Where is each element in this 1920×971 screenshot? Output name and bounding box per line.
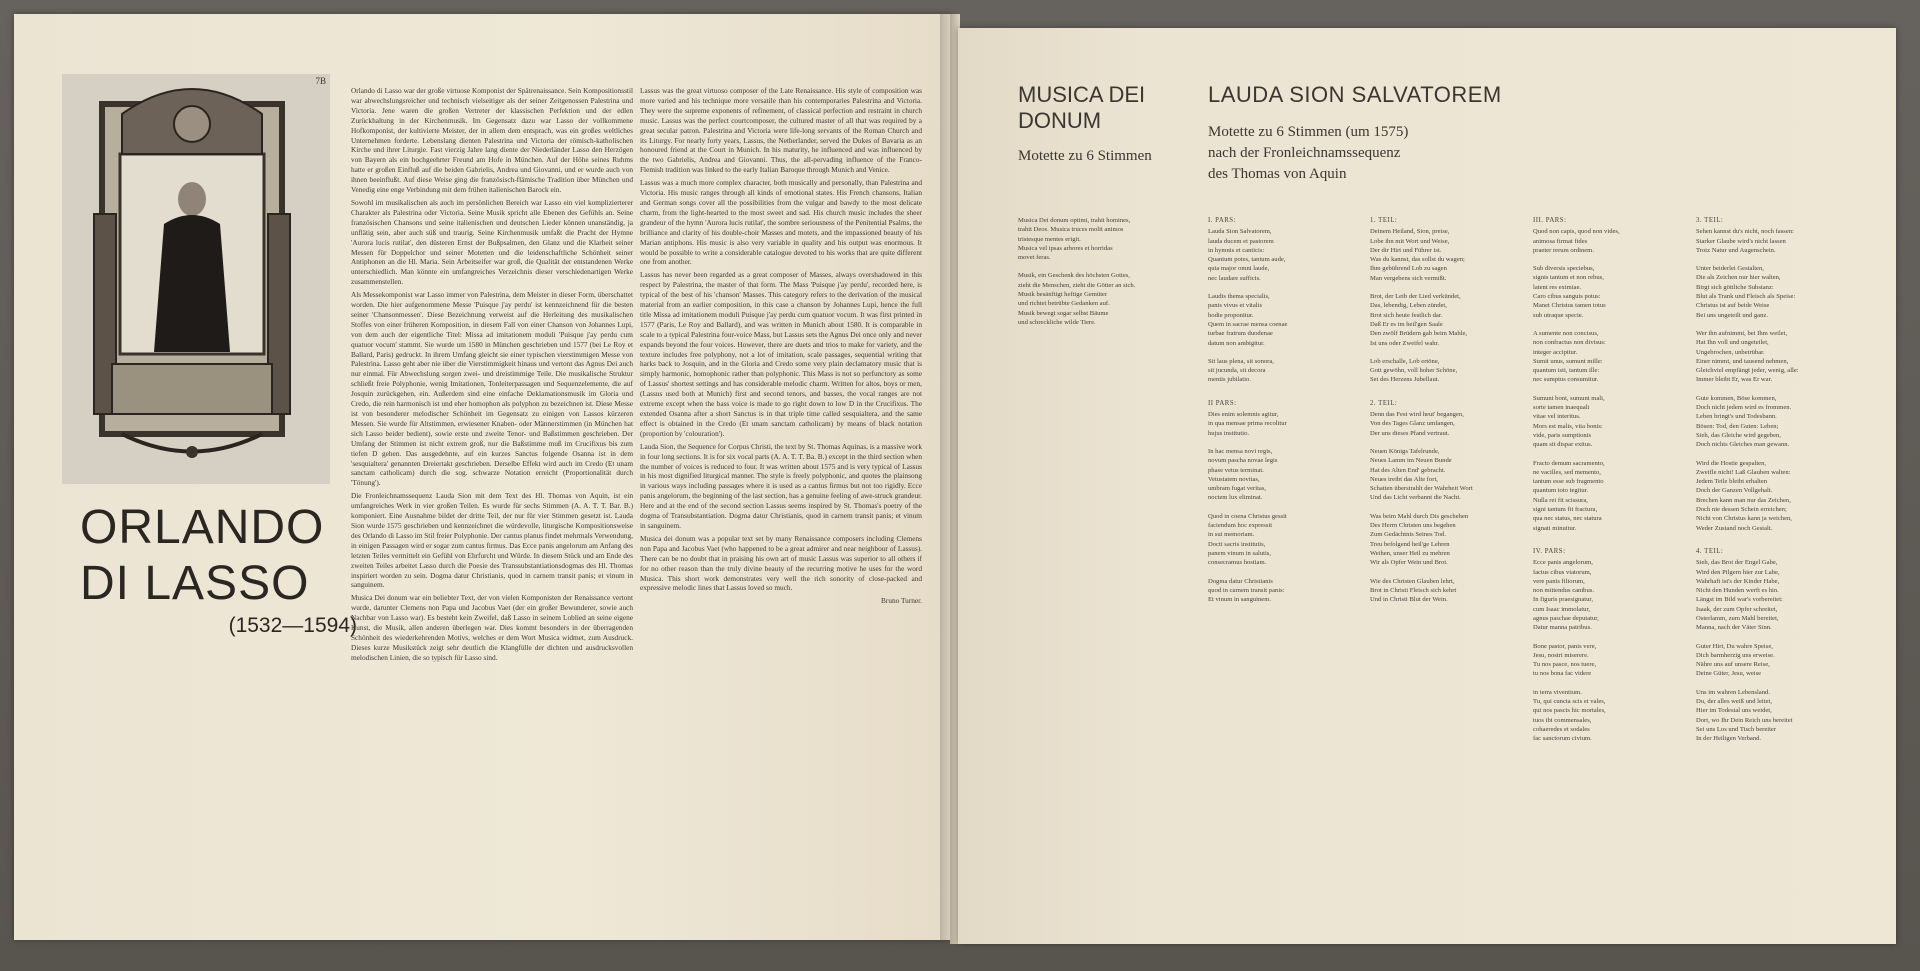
lyric-line: Brot in Christi Fleisch sich kehrt [1370,586,1457,594]
lyric-line: Sei des Herzens Jubellaut. [1370,376,1440,384]
lyric-line: Isaak, der zum Opfer schreitet, [1696,605,1778,613]
lyric-line: Das, lebendig, Leben zündet, [1370,302,1447,310]
english-liner-notes [640,86,922,821]
lyric-line: Brot, der Leib der Lied verkündet, [1370,293,1461,301]
musica-dei-donum-title: MUSICA DEI DONUM [1018,82,1146,133]
lyric-line: Starker Glaube wird's nicht lassen [1696,237,1786,245]
part-heading: 3. TEIL: [1696,217,1724,224]
lyric-line: Musica vel ipsas arbores et horridas [1018,244,1113,252]
musica-lyrics [1018,216,1193,327]
lyric-line: Nicht den Hunden werft es hin. [1696,587,1779,595]
lyric-line: turbae fratrum duodenae [1208,330,1273,338]
lyric-line: Die als Zeichen nur hier walten, [1696,274,1781,282]
lyric-line: Musik bewegt sogar selbst Bäume [1018,309,1109,317]
lyric-line: integer accipitur. [1533,348,1578,356]
lyric-line: Treu befolgend heil'ge Lehren [1370,540,1450,548]
lyric-line: Sumit unus, sumunt mille: [1533,357,1603,365]
lyric-line: datum non ambigitur. [1208,339,1265,347]
lyric-line: In der Heiligen Verband. [1696,735,1762,743]
lyric-line: Weihen, unser Heil zu mehren [1370,549,1450,557]
lyric-line: Fracto demum sacramento, [1533,459,1605,467]
lyric-line: cum Isaac immolatur, [1533,605,1591,613]
german-liner-notes [351,86,633,898]
musica-subtitle: Motette zu 6 Stimmen [1018,148,1152,164]
lyric-line: Mors est malis, vita bonis: [1533,422,1603,430]
lyric-line: Quod non capis, quod non vides, [1533,228,1620,236]
lyric-line: Dogma datur Christianis [1208,577,1273,585]
lyric-line: Doch nicht jedem wird es frommen. [1696,404,1792,412]
composer-name-line2: DI LASSO [80,557,310,610]
lyric-line: Sieh, das Brot der Engel Gabe, [1696,559,1778,567]
lyric-line: Birgt sich göttliche Substanz: [1696,283,1774,291]
lyric-line: Doch nichts Gleiches man gewann. [1696,441,1790,449]
lyric-line: Tu nos pasce, nos tuere, [1533,661,1597,669]
lyric-line: panem vinum in salutis, [1208,549,1272,557]
lyric-line: trahit Deos. Musica truces molit animos [1018,226,1124,234]
english-paragraph: Lassus has never been regarded as a great composer of Masses, always overshadowed in this respect by Palestrina, the master of that form. The Mass 'Puisque j'ay perdu', recorded here, is typical of the best of his 'chanson' Masses. This category refers to the derivation of the musical material from an earlier composition, in this case a chanson by Johannes Lupi, hence the full title Missa ad imitationem moduli Puisque j'ay perdu cum quatuor vocum. It was first printed in 1577 (Paris, Le Roy and Ballard), and was written in Munich about 1580. It is comparable in scale to a typical Palestrina four-voice Mass, but Lassus sets the Agnus Dei once only and never expands beyond the four voices. However, there are duets and trios to make for variety, and the texture includes free polyphony, not a lot of imitation, scale passages, sequential writing that harks back to Josquin, and in the Gloria and Credo some very plain declamatory music that is simply harmonic, homophonic rather than polyphonic. This Mass is not so perfunctory as some of Lassus' shortest settings and has considerable melodic charm. Written for altos, boys or men, (Lassus used both at Munich) first and second tenors, and basses, the vocal ranges are not extreme except when the bass voice is made to go right down to low D in the Crucifixus. The extended Osanna after a short Sanctus is in that triple time called sesquialtera, and the same effect is obtained in the Credo (Et unam sanctam catholicam) by means of black notation (proportion by 'colouration'). [640,270,922,438]
lyric-line: Vetustatem novitas, [1208,475,1260,483]
right-page [958,28,1896,944]
lyric-line: Nähre uns auf unsere Reise, [1696,661,1770,669]
lyric-line: Denn das Fest wird heut' begangen, [1370,411,1464,419]
english-paragraph: Lauda Sion, the Sequence for Corpus Christi, the text by St. Thomas Aquinas, is a massive work in four long sections. It is for six vocal parts (A. A. T. T. Ba. B.) except in the third section when the number of voices is reduced to four. It was written about 1575 and is very typical of Lassus in his most dignified liturgical manner. The style is freely polyphonic, and quotes the plainsong in various ways including passages where it is used as a cantus firmus but not too rigidly. Ecce panis angelorum, the beginning of the last section, has a genuine feeling of awe-struck grandeur. Here and at the end of the second section Lassus seems inspired by St. Thomas's poetry of the dogma of Transubstantiation. Dogma datur Christianis, quod in carnem transit panis; et vinum in sanguinem. [640,441,922,530]
lyric-line [1533,633,1688,642]
lyric-line: sorte tamen inaequali [1533,404,1590,412]
lyric-line: Wie des Christen Glauben lehrt, [1370,577,1455,585]
lyric-line: Unter beiderlei Gestalten, [1696,265,1764,273]
lyric-line [1533,255,1688,264]
german-paragraph: Die Fronleichnamssequenz Lauda Sion mit dem Text des Hl. Thomas von Aquin, ist ein umfangreiches Werk in vier großen Teilen. Es wurde für sechs Stimmen (A. A. T. T. Bar. B.) komponiert. Eine Ausnahme bildet der dritte Teil, der nur für vier Stimmen gesetzt ist. Lauda Sion wurde 1575 geschrieben und kennzeichnet die würdevolle, liturgische Kompositionsweise des Orlando di Lasso im Stil freier Polyphonie. Der cantus planus findet mehrmals Verwendung, in einigen Passagen wird er sogar zum cantus firmus. Das Ecce panis angelorum am Anfang des letzten Teiles vermittelt ein Gefühl von Ehrfurcht und Würde. In diesem Stück und am Ende des zweiten Teiles arbeitet Lasso durch die Poesie des Transsubstantiationsdogmas des Hl. Thomas inspiriert worden zu sein. Dogma datur Christianis, quod in carnem transit panis; et vinum in sanguinem. [351,491,633,590]
lyric-line: Tu, qui cuncta scis et vales, [1533,698,1606,706]
author-signature: Bruno Turner. [881,596,922,606]
lyric-line: quia major omni laude, [1208,265,1270,273]
lyric-line: hujus institutio. [1208,429,1250,437]
part-heading: 1. TEIL: [1370,217,1398,224]
lyric-line: Des Herrn Christen uns begehen [1370,522,1456,530]
lyric-line [1370,568,1545,577]
lyric-line: vere panis filiorum, [1533,577,1585,585]
lyric-line: factus cibus viatorum, [1533,568,1592,576]
lyric-line: Caro cibus sanguis potus: [1533,293,1601,301]
lyric-line: non confractus non divisus: [1533,339,1606,347]
lyric-line: vide, paris sumptionis [1533,431,1592,439]
lyric-line: Hat Ihn voll und ungeteilet, [1696,339,1769,347]
lyric-line: Deinem Heiland, Sion, preise, [1370,228,1450,236]
lyric-line [1208,348,1363,357]
lyric-line: Dort, wo Ihr Dein Reich uns bereitet [1696,716,1793,724]
lyric-line: Und das Licht verbannt die Nacht. [1370,494,1461,502]
lyric-line: tristesque mentes erigit. [1018,235,1081,243]
lyric-line: quantum isti, tantum ille: [1533,367,1600,375]
composer-dates: (1532—1594) [228,614,357,637]
lyric-line: qui nos pascis hic mortales, [1533,707,1606,715]
lyric-line: Längst im Bild war's vorbereitet: [1696,596,1783,604]
lyric-line: Sehen kannst du's nicht, noch fassen: [1696,228,1794,236]
lyric-line: Neues Lamm im Neuen Bunde [1370,457,1452,465]
lyric-line: praeter rerum ordinem. [1533,246,1594,254]
lyric-line [1370,283,1545,292]
lyric-line: Immer bleibt Er, was Er war. [1696,376,1773,384]
lyric-line: Jesu, nostri miserere. [1533,651,1589,659]
lyric-line: Zum Gedächtnis Seines Tod. [1370,531,1446,539]
lyric-line: Musik besänftigt heftige Gemüter [1018,291,1108,299]
part-heading: 2. TEIL: [1370,399,1398,407]
lyric-line: Deine Güter, Jesu, weise [1696,670,1762,678]
lyric-line: in sui memoriam. [1208,531,1255,539]
lyric-line [1696,320,1886,329]
lyric-line: Ungebrochen, unbetrübar. [1696,348,1765,356]
lyric-line: Dies enim solemnis agitur, [1208,411,1279,419]
lyric-line: Nicht von Christus kann ja weichen, [1696,515,1792,523]
lyric-line: In figuris praesignatur, [1533,596,1593,604]
lyric-line: Den zwölf Brüdern gab beim Mahle, [1370,330,1468,338]
lyric-line: non mittendus canibus. [1533,587,1594,595]
lyric-line: Gott gewöhn, voll hoher Schöne, [1370,367,1458,375]
lyric-line: Wer ihn aufnimmt, bei Ihm weilet, [1696,329,1788,337]
lyric-line: Wir als Opfer Wein und Brot. [1370,559,1448,567]
lyric-line: Doch der Ganzen Vollgehalt. [1696,487,1773,495]
lyric-line: Wird die Hostie gespalten, [1696,459,1767,467]
lyric-line: Nulla rei fit scissura, [1533,496,1588,504]
lyric-line: Schatten überstrahlt der Wahrheit Wort [1370,485,1473,493]
lyric-line: noctem lux eliminat. [1208,494,1263,502]
lyric-line: Bösen: Tod, den Guten: Leben; [1696,422,1779,430]
lyric-line: und schreckliche wilde Tiere. [1018,318,1096,326]
lyric-line: Jedem Teile bleibt erhalten [1696,478,1768,486]
lyric-line: zieht die Menschen, zieht die Götter an sich. [1018,281,1136,289]
lyric-line: Uns im wahren Lebensland. [1696,688,1770,696]
lyric-line: vitae vel interitus. [1533,413,1581,421]
lyric-line: Sei uns Los und Tisch bereiter [1696,725,1777,733]
lyric-line [1696,633,1886,642]
lyric-line: Einer nimmt, und tausend nehmen, [1696,357,1789,365]
lyric-line: Gute kommen, Böse kommen, [1696,394,1777,402]
lyric-line: Brot sich heute festlich dar. [1370,311,1443,319]
lyric-line: mentis jubilatio. [1208,376,1251,384]
lauda-subtitle [1208,122,1528,185]
lyric-line [1208,568,1363,577]
lyric-line: Quod in coena Christus gessit [1208,512,1287,520]
lyric-line [1533,450,1688,459]
lyric-line: signis tantum et non rebus, [1533,274,1604,282]
lyric-line: nec laudare sufficis. [1208,274,1261,282]
lyric-line: A sumente non concisus, [1533,329,1599,337]
english-paragraph: Lassus was a much more complex character, both musically and personally, than Palestrina and Victoria. His music ranges through all kinds of emotional states. His French chansons, Italian and German songs cover all the possibilities from the vulgar and bawdy to the most delicate charm, from the light-hearted to the most sweet and sad. His church music includes the sheer grandeur of the hymn 'Aurora lucis rutilat', the sombre seriousness of the Penitential Psalms, the brilliance and clarity of his double-choir Masses and motets, and the impassioned beauty of his Marian antiphons. His music is also very variable in quality and his output was enormous. It would be possible to write a considerable catalogue devoted to his works that are quite different one from another. [640,178,922,267]
part-heading: II PARS: [1208,399,1237,407]
lyric-line: Doch nie dessen Schein erreichen; [1696,506,1787,514]
lyric-line: Zweifle nicht! Laß Glauben walten: [1696,468,1791,476]
lyric-line: umbram fugat veritas, [1208,485,1267,493]
lyric-line: Gleichviel empfängt jeder, wenig, alle: [1696,367,1799,375]
part-heading: I. PARS: [1208,217,1236,224]
lyric-line: Osterlamm, zum Mahl bereitet, [1696,614,1779,622]
lyric-line: agnus paschae deputatur, [1533,614,1599,622]
lyric-line [1533,385,1688,394]
lyric-line: Docti sacris institutis, [1208,540,1266,548]
lauda-subtitle-line: Motette zu 6 Stimmen (um 1575) [1208,124,1409,140]
lyric-line: Musik, ein Geschenk des höchsten Gottes, [1018,272,1130,280]
lyric-line [1370,438,1545,447]
lyric-line: signati minuitur. [1533,524,1577,532]
lyric-line: sit jucunda, sit decora [1208,367,1266,375]
lyric-line [1208,503,1363,512]
part-heading: III. PARS: [1533,217,1567,224]
lyric-line: hodie proponitur. [1208,311,1254,319]
lauda-latin-parts-1-2 [1208,216,1363,604]
composer-portrait [62,74,330,484]
german-paragraph: Musica Dei donum war ein beliebter Text, der von vielen Komponisten der Renaissance vertont wurde, darunter Clemens non Papa und Jacobus Vaet (der ein großer Bewunderer, sowie auch Nachbar von Lasso war). Es besteht kein Zweifel, daß Lasso in seinem Loblied an seine eigene Kunst, die Musik, allen anderen überlegen war. Dies kommt besonders in der überragenden Schönheit des wiederkehrenden Motivs, welches er dem Wort Musica widmet, zum Ausdruck. Dieses kurze Musikstück zeigt sehr deutlich die Klangfülle der dichten und ausdrucksvollen melodischen Linien, die so typisch für Lasso sind. [351,593,633,662]
lyric-line: tuos ibi commensales, [1533,716,1592,724]
lyric-line: Neues treibt das Alte fort, [1370,475,1438,483]
lyric-line: Leben bringt's und Todesbann. [1696,413,1777,421]
lyric-line: Sub diversis speciebus, [1533,265,1595,273]
lyric-line: cohaeredes et sodales [1533,725,1590,733]
lyric-line: Lobe ihn mit Wort und Weise, [1370,237,1450,245]
lyric-line [1370,348,1545,357]
lyric-line: Weder Zustand noch Gestalt. [1696,524,1773,532]
plate-number: 7B [315,76,326,86]
lyric-line: und richtet betrübte Gedanken auf. [1018,300,1110,308]
part-heading: 4. TEIL: [1696,547,1724,555]
lyric-line: Was du kannst, das sollst du wagen; [1370,256,1465,264]
lyric-line: animosa firmat fides [1533,237,1588,245]
lyric-line: in hymnis et canticis: [1208,246,1265,254]
lyric-line: Quem in sacrae mensa coenae [1208,320,1288,328]
english-paragraph: Lassus was the great virtuoso composer of the Late Renaissance. His style of composition was more varied and his technique more versatile than his contemporaries Palestrina and Victoria. They were the supreme exponents of refinement, of classical perfection and restraint in church music. Lassus was the perfect courtcomposer, the cultured master of all that was required by a great secular patron. Palestrina and Victoria were life-long servants of the Roman Church and its Liturgy. For nearly forty years, Lassus, the Netherlander, served the Dukes of Bavaria as an honoured friend at the Court in Munich. In his maturity, he influenced and was influenced by the two Gabrielis, Andrea and Giovanni. Thus, the all-pervading influence of the Franco-Flemish tradition was linked to the early Italian Baroque through Munich and Venice. [640,86,922,175]
lyric-line: Et vinum in sanguinem. [1208,596,1272,604]
lyric-line: Ist uns oder Zweifel wahr. [1370,339,1440,347]
lyric-line: Ihm gebührend Lob zu sagen [1370,265,1447,273]
lyric-line: movet feras. [1018,254,1051,262]
lyric-line: quam sit dispar exitus. [1533,441,1593,449]
lyric-line: in terra viventium. [1533,688,1582,696]
lyric-line: sub utraque specie. [1533,311,1584,319]
german-paragraph: Orlando di Lasso war der große virtuose Komponist der Spätrenaissance. Sein Kompositionsstil war abwechslungsreicher und technisch vielseitiger als der seiner Zeitgenossen Palestrina und Victoria. Jene waren die großen Vertreter der klassischen Perfektion und der edlen Zurückhaltung in der Kirchenmusik. Im Gegensatz dazu war Lasso der vollkommene Hofkomponist, der kultivierte Meister, der in allem dem entsprach, was ein großes weltliches Unternehmen forderte. Lebenslang dienten Palestrina und Victoria der römisch-katholischen Kirche und ihrer Liturgie. Fast vierzig Jahre lang diente der Niederländer Lasso den Herzögen von Bayern als ein hochgeehrter Freund am Hofe in München. Auf der Höhe seines Ruhms hatte er großen Einfluß auf die beiden Gabrielis, Andrea und Giovanni, und er wurde auch von ihnen beeinflußt. Auf diese Weise ging die französisch-flämische Tradition über München und Venedig eine enge Verbindung mit dem frühen italienischen Barock ein. [351,86,633,195]
lyric-line: Der dir Hirt und Führer ist. [1370,246,1442,254]
lyric-line: latent res eximiae. [1533,283,1582,291]
lyric-line: Christus ist auf beide Weise [1696,302,1770,310]
lyric-line: Und in Christi Blut der Wein. [1370,596,1448,604]
lyric-line [1696,450,1886,459]
lyric-line: Datur manna patribus. [1533,624,1592,632]
left-page [14,14,952,940]
lyric-line: Ecce panis angelorum, [1533,559,1593,567]
lyric-line: Manet Christus tamen totus [1533,302,1606,310]
lyric-line [1208,283,1363,292]
lyric-line: Der uns dieses Pfand vertraut. [1370,429,1450,437]
lyric-line [1696,679,1886,688]
lyric-line: Von des Tages Glanz umfangen, [1370,420,1455,428]
lauda-german-parts-1-2 [1370,216,1545,604]
lauda-german-parts-3-4 [1696,216,1886,744]
lyric-line: in qua mensae prima recolitur [1208,420,1287,428]
lyric-line: Neuen Königs Tafelrunde, [1370,447,1440,455]
lyric-line: Lauda Sion Salvatorem, [1208,228,1272,236]
lyric-line: consecramus hostiam. [1208,559,1267,567]
lyric-line: Guter Hirt, Du wahre Speise, [1696,642,1773,650]
lyric-line: Daß Er es im heil'gen Saale [1370,320,1443,328]
lyric-line: Was beim Mahl durch Dis geschehen [1370,512,1469,520]
lyric-line: Sumunt boni, sumunt mali, [1533,394,1605,402]
lyric-line: Wird den Pilgern hier zur Labe, [1696,568,1780,576]
lyric-line: Musica Dei donum optimi, trahit homines, [1018,217,1131,224]
lyric-line: quantum toto tegitur. [1533,487,1589,495]
portrait-engraving-image [62,74,330,484]
lyric-line: Hat des Alten End' gebracht. [1370,466,1446,474]
lauda-latin-parts-3-4 [1533,216,1688,744]
lyric-line: tu nos bona fac videre [1533,670,1592,678]
lyric-line: panis vivus et vitalis [1208,302,1263,310]
composer-name-line1: ORLANDO [80,501,325,554]
lyric-line [1370,503,1545,512]
lyric-line: Lob erschalle, Lob ertöne, [1370,357,1440,365]
lyric-line: novum pascha novae legis [1208,457,1278,465]
lyric-line: Sieh, das Gleiche wird gegeben, [1696,431,1781,439]
lyric-line: Manna, nach der Väter Sinn. [1696,624,1772,632]
lyric-line: Bei uns ungeteilt und ganz. [1696,311,1768,319]
german-paragraph: Als Messekomponist war Lasso immer von Palestrina, dem Meister in dieser Form, überschattet worden. Die hier aufgenommene Messe 'Puisque j'ay perdu' ist kennzeichnend für die besten seiner 'Chansonmessen'. Diese Bezeichnung verweist auf die Herleitung des musikalischen Stoffes von einer früheren Komposition, in diesem Fall von einer Chanson von Johannes Lupi, von dem auch der eigentliche Titel: Missa ad imitationem moduli 'Puisque j'ay perdu cum quatuor vocum' stammt. Sie wurde um 1580 in München geschrieben und 1577 (bei Le Roy et Ballard, Paris) gedruckt. In ihrem Umfang gleicht sie einer typischen vierstimmigen Messe von Palestrina. Lasso geht aber nie über die Vierstimmigkeit hinaus und vertont das Agnus Dei auch nur einmal. Für Abwechslung sorgen zwei- und dreistimmige Teile. Die musikalische Struktur schließt freie Polyphonie, wenig Imitationen, Tonleiterpassagen und Sequenzelemente, die auf Josquin zurückgehen, ein. Außerdem sind eine einfache Deklamationsmusik im Gloria und Credo, die rein harmonisch ist und eher homophon als polyphon zu bezeichnen ist. Diese Messe ist von besonderer melodischer Schönheit im Gegensatz zu einigen von Lassos kürzeren Messen. Sie wurde für Altstimmen, erwiesener Knaben- oder Männerstimmen (in München hat sich Lasso beider bedient), sowie erste und zweite Tenor- und Baßstimmen geschrieben. Der Umfang der Stimmen ist nicht extrem groß, nur die Baßstimme muß im Crucifixus bis zum tiefen D gehen. Das ausgedehnte, auf ein kurzes Sanctus folgende Osanna ist in dem 'sesquialtera' genannten Dreiertakt geschrieben. Derselbe Effekt wird auch im Credo (Et unam sanctam catholicam) durch die sog. schwarze Notation erreicht (Proportionalität durch 'Tönung'). [351,290,633,488]
lyric-line [1533,320,1688,329]
lyric-line: Blut als Trank und Fleisch als Speise: [1696,293,1796,301]
lyric-line: Bone pastor, panis vere, [1533,642,1597,650]
lyric-line: quod in carnem transit panis: [1208,586,1285,594]
lyric-line: phase vetus terminat. [1208,466,1264,474]
lyric-line: In hac mensa novi regis, [1208,447,1273,455]
lyric-line: qua nec status, nec statura [1533,515,1602,523]
lyric-line: tantum esse sub fragmento [1533,478,1604,486]
english-paragraph: Musica dei donum was a popular text set by many Renaissance composers including Clemens non Papa and Jacobus Vaet (who happened to be a great admirer and near neighbour of Lassus). There can be no doubt that in praising his own art of music Lassus was superior to all others if for no other reason than the truly divine beauty of the recurring motive he uses for the word Musica. This short work demonstrates very well the rich sonority of close-packed and expressive melodic lines that Lassus loved so much. [640,533,922,593]
lyric-line: signi tantum fit fractura, [1533,506,1598,514]
lyric-line [1533,679,1688,688]
lyric-line: Wahrhaft ist's der Kinder Habe, [1696,577,1780,585]
lyric-line: fac sanctorum civium. [1533,735,1592,743]
lyric-line: Brechen kann man nur das Zeichen, [1696,496,1791,504]
lyric-line: ne vacilles, sed memento, [1533,468,1601,476]
lyric-line: Laudis thema specialis, [1208,293,1270,301]
lyric-line [1696,255,1886,264]
composer-name [80,500,350,612]
lyric-line: Hier im Todestal uns weidet, [1696,707,1772,715]
lyric-line [1696,385,1886,394]
lyric-line: Du, der alles weiß und leitet, [1696,698,1772,706]
lyric-line: Quantum potes, tantum aude, [1208,256,1286,264]
lyric-line: nec sumptus consumitur. [1533,376,1599,384]
lyric-line: faciendum hoc expressit [1208,522,1273,530]
lauda-sion-title: LAUDA SION SALVATOREM [1208,82,1502,107]
lyric-line: lauda ducem et pastorem [1208,237,1274,245]
lyric-line: Man vergebens sich vermißt. [1370,274,1447,282]
lyric-line: Trotz Natur und Augenschein. [1696,246,1776,254]
lyric-line [1208,438,1363,447]
german-paragraph: Sowohl im musikalischen als auch im persönlichen Bereich war Lasso ein viel komplizierterer Charakter als Palestrina oder Victoria. Seine Musik spricht alle Ebenen des Gefühls an. Seine französischen Chansons und seine italienischen und deutschen Lieder können unanständig, ja unflätig sein, aber auch süß und traurig. Seine Kirchenmusik umfaßt die Pracht der Hymne 'Aurora lucis rutilat', den düsteren Ernst der Bußpsalmen, den Glanz und die Klarheit seiner Messen für Doppelchor und seiner Motetten und die leidenschaftliche Schönheit seiner Antiphonen an die Hl. Maria. Sein Arbeitseifer war groß, die Qualität der entstandenen Werke unterschiedlich. Man könnte ein umfangreiches Verzeichnis dieser verschiedenartigen Werke zusammenstellen. [351,197,633,287]
lyric-line: Dich barmherzig uns erweise. [1696,651,1775,659]
lauda-subtitle-line: des Thomas von Aquin [1208,166,1347,182]
lauda-subtitle-line: nach der Fronleichnamssequenz [1208,145,1401,161]
part-heading: IV. PARS: [1533,547,1566,555]
lyric-line: Sit laus plena, sit sonora, [1208,357,1274,365]
